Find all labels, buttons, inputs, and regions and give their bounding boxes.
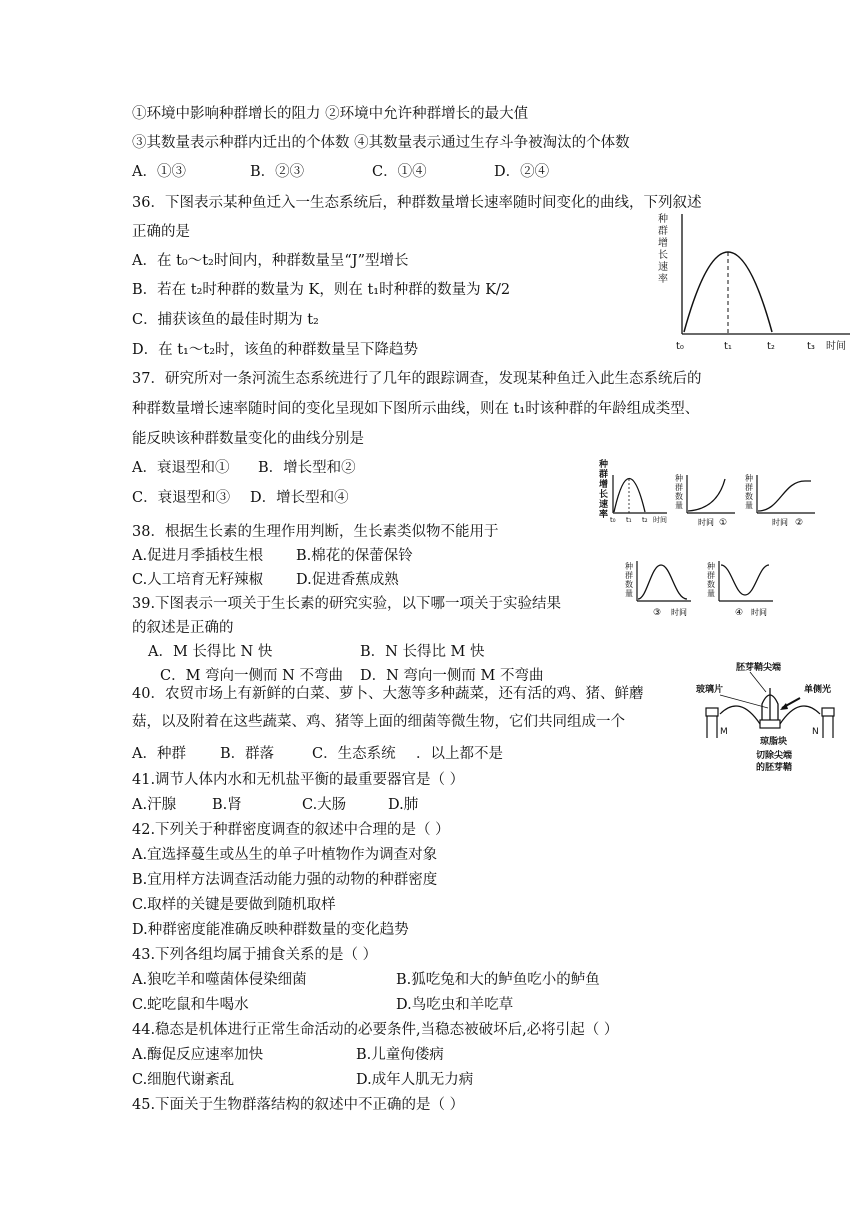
- q37-stem-line1: 37．研究所对一条河流生态系统进行了几年的跟踪调查，发现某种鱼迁入此生态系统后的: [132, 371, 702, 387]
- q36-ylabel-char: 增: [658, 238, 668, 249]
- q36-option-d[interactable]: D．在 t₁～t₂时，该鱼的种群数量呈下降趋势: [132, 342, 419, 358]
- q39-agar-block: [760, 720, 780, 728]
- q36-stem-line1: 36．下图表示某种鱼迁入一生态系统后，种群数量增长速率随时间变化的曲线，下列叙述: [132, 195, 702, 211]
- q37-ylabel-char: 数: [745, 492, 753, 501]
- q36-tick-t2: t₂: [767, 341, 775, 352]
- q36-ylabel: [658, 212, 668, 285]
- q37-ylabel-char: 数: [625, 580, 633, 589]
- q37-rate-ylabel-char: 速: [599, 500, 609, 510]
- q37-ylabel-char: 群: [625, 571, 633, 580]
- q36-option-c[interactable]: C．捕获该鱼的最佳时期为 t₂: [132, 312, 319, 328]
- q36-stem-line2: 正确的是: [132, 224, 190, 240]
- q35-option-b[interactable]: B．②③: [250, 164, 305, 180]
- q37-ylabel-char: 种: [745, 474, 753, 483]
- q41-stem: 41.调节人体内水和无机盐平衡的最重要器官是（ ）: [132, 772, 465, 788]
- q37-s-curve: [758, 481, 811, 511]
- q39-label-block: 琼脂块: [760, 737, 788, 747]
- q38-option-b[interactable]: B.棉花的保蕾保铃: [296, 548, 413, 564]
- q37-ylabel-char: 群: [745, 483, 753, 492]
- q39-label-glass: 玻璃片: [696, 685, 724, 695]
- q42-option-b[interactable]: B.宜用样方法调查活动能力强的动物的种群密度: [132, 872, 438, 888]
- q37-rate-tick: t₂: [642, 516, 648, 524]
- q39-stem-line1: 39.下图表示一项关于生长素的研究实验，以下哪一项关于实验结果: [132, 596, 562, 612]
- q41-option-a[interactable]: A.汗腺: [132, 797, 177, 813]
- q37-rate-xlabel: 时间: [653, 516, 667, 524]
- q37-rate-ylabel-char: 长: [599, 490, 609, 500]
- q37-rate-ylabel-char: 增: [599, 480, 609, 490]
- q37-num-4: ④: [735, 608, 744, 618]
- q40-option-a[interactable]: A．种群: [132, 746, 186, 762]
- q39-option-c[interactable]: C．M 弯向一侧而 N 不弯曲: [160, 668, 343, 684]
- q37-option-d[interactable]: D．增长型和④: [250, 490, 349, 506]
- q41-option-b[interactable]: B.肾: [212, 797, 242, 813]
- q36-xlabel: 时间: [826, 341, 846, 352]
- q37-rate-tick: t₀: [610, 516, 616, 524]
- q36-ylabel-char: 率: [658, 274, 668, 285]
- q44-stem: 44.稳态是机体进行正常生命活动的必要条件,当稳态被破坏后,必将引起（ ）: [132, 1022, 619, 1038]
- q40-stem-line2: 菇，以及附着在这些蔬菜、鸡、猪等上面的细菌等微生物，它们共同组成一个: [132, 714, 625, 730]
- q39-label-tip: 胚芽鞘尖端: [736, 663, 782, 673]
- q39-coleoptile-n: [823, 716, 833, 738]
- q37-ylabel-char: 种: [707, 562, 715, 571]
- q35-option-c[interactable]: C．①④: [372, 164, 427, 180]
- q36-ylabel-char: 种: [658, 214, 668, 225]
- q37-num-1: ①: [719, 518, 728, 528]
- q42-option-c[interactable]: C.取样的关键是要做到随机取样: [132, 897, 336, 913]
- q36-growth-rate-figure: [650, 210, 860, 360]
- q37-xlabel: 时间: [751, 608, 767, 617]
- q37-option-a[interactable]: A．衰退型和①: [132, 460, 230, 476]
- q42-option-d[interactable]: D.种群密度能准确反映种群数量的变化趋势: [132, 922, 409, 938]
- q39-coleoptile-m: [707, 716, 717, 738]
- q44-option-b[interactable]: B.儿童佝偻病: [356, 1047, 444, 1063]
- q37-hump-curve: [638, 565, 687, 599]
- q36-tick-t3: t₃: [807, 341, 815, 352]
- q39-label-light: 单侧光: [804, 685, 832, 695]
- q36-ylabel-char: 长: [658, 250, 668, 261]
- q43-stem: 43.下列各组均属于捕食关系的是（ ）: [132, 947, 378, 963]
- q36-ylabel-char: 速: [658, 262, 668, 273]
- q39-experiment-figure: [690, 658, 850, 778]
- q39-stem-line2: 的叙述是正确的: [132, 620, 234, 636]
- q37-xlabel: 时间: [671, 608, 687, 617]
- q37-ylabel-char: 数: [707, 580, 715, 589]
- q37-xlabel: 时间: [698, 518, 714, 527]
- q45-stem: 45.下面关于生物群落结构的叙述中不正确的是（ ）: [132, 1097, 465, 1113]
- q36-tick-t0: t₀: [676, 341, 684, 352]
- q43-option-b[interactable]: B.狐吃兔和大的鲈鱼吃小的鲈鱼: [396, 972, 600, 988]
- q37-num-2: ②: [795, 518, 804, 528]
- q37-graph-1: [675, 473, 735, 528]
- q39-label-m: M: [720, 727, 728, 737]
- q37-rate-curve: [614, 479, 645, 513]
- q37-ylabel-char: 种: [675, 474, 683, 483]
- q43-option-c[interactable]: C.蛇吃鼠和牛喝水: [132, 997, 249, 1013]
- q36-tick-t1: t₁: [724, 341, 732, 352]
- q35-line2: ③其数量表示种群内迁出的个体数 ④其数量表示通过生存斗争被淘汰的个体数: [132, 135, 630, 151]
- q37-valley-curve: [721, 565, 769, 595]
- q42-stem: 42.下列关于种群密度调查的叙述中合理的是（ ）: [132, 822, 450, 838]
- q37-stem-line3: 能反映该种群数量变化的曲线分别是: [132, 431, 364, 447]
- q41-option-c[interactable]: C.大肠: [302, 797, 347, 813]
- q37-rate-ylabel-char: 种: [599, 460, 609, 470]
- q36-option-b[interactable]: B．若在 t₂时种群的数量为 K，则在 t₁时种群的数量为 K/2: [132, 282, 511, 298]
- q39-label-cut2: 的胚芽鞘: [756, 763, 793, 773]
- q40-option-b[interactable]: B．群落: [220, 746, 275, 762]
- q36-ticks: [676, 339, 846, 352]
- q41-option-d[interactable]: D.肺: [388, 797, 419, 813]
- q37-graph-3: [625, 561, 691, 618]
- q37-rate-graph: [598, 458, 667, 524]
- q37-graph-2: [745, 473, 815, 528]
- q40-stem-line1: 40．农贸市场上有新鲜的白菜、萝卜、大葱等多种蔬菜，还有活的鸡、猪、鲜蘑: [132, 686, 644, 702]
- q35-option-d[interactable]: D．②④: [494, 164, 550, 180]
- q38-option-a[interactable]: A.促进月季插枝生根: [132, 548, 264, 564]
- q35-line1: ①环境中影响种群增长的阻力 ②环境中允许种群增长的最大值: [132, 106, 529, 122]
- q37-num-3: ③: [653, 608, 662, 618]
- q37-ylabel-char: 量: [625, 589, 633, 598]
- q37-j-curve: [688, 479, 725, 511]
- q37-option-c[interactable]: C．衰退型和③: [132, 490, 231, 506]
- q38-option-c[interactable]: C.人工培育无籽辣椒: [132, 572, 264, 588]
- q39-label-cut1: 切除尖端: [756, 751, 793, 761]
- q37-ylabel-char: 量: [745, 501, 753, 510]
- q37-stem-line2: 种群数量增长速率随时间的变化呈现如下图所示曲线，则在 t₁时该种群的年龄组成类型、: [132, 401, 700, 417]
- q44-option-c[interactable]: C.细胞代谢紊乱: [132, 1072, 235, 1088]
- q36-option-a[interactable]: A．在 t₀～t₂时间内，种群数量呈“J”型增长: [132, 253, 409, 269]
- q36-ylabel-char: 群: [658, 226, 668, 237]
- q37-option-b[interactable]: B．增长型和②: [258, 460, 356, 476]
- q37-figure: [595, 455, 835, 625]
- q38-stem: 38．根据生长素的生理作用判断，生长素类似物不能用于: [132, 524, 499, 540]
- q37-ylabel-char: 量: [707, 589, 715, 598]
- q39-option-d[interactable]: D．N 弯向一侧而 M 不弯曲: [360, 668, 544, 684]
- q37-rate-tick: t₁: [626, 516, 632, 524]
- q37-ylabel-char: 量: [675, 501, 683, 510]
- q37-rate-ylabel-char: 群: [599, 470, 609, 480]
- q38-option-d[interactable]: D.促进香蕉成熟: [296, 572, 399, 588]
- q37-xlabel: 时间: [772, 518, 788, 527]
- q37-ylabel-char: 数: [675, 492, 683, 501]
- q37-rate-ylabel-char: 率: [599, 510, 609, 520]
- q35-option-a[interactable]: A．①③: [132, 164, 186, 180]
- q39-option-b[interactable]: B．N 长得比 M 快: [360, 644, 485, 660]
- q37-ylabel-char: 群: [707, 571, 715, 580]
- q43-option-a[interactable]: A.狼吃羊和噬菌体侵染细菌: [132, 972, 307, 988]
- q40-option-d[interactable]: ．以上都不是: [416, 746, 503, 762]
- q44-option-a[interactable]: A.酶促反应速率加快: [132, 1047, 264, 1063]
- q37-ylabel-char: 群: [675, 483, 683, 492]
- q36-rate-curve: [684, 252, 772, 332]
- q39-label-n: N: [812, 727, 819, 737]
- q37-graph-4: [707, 561, 773, 618]
- q44-option-d[interactable]: D.成年人肌无力病: [356, 1072, 474, 1088]
- q43-option-d[interactable]: D.鸟吃虫和羊吃草: [396, 997, 514, 1013]
- q40-option-c[interactable]: C．生态系统: [312, 746, 396, 762]
- q37-ylabel-char: 种: [625, 562, 633, 571]
- q42-option-a[interactable]: A.宜选择蔓生或丛生的单子叶植物作为调查对象: [132, 847, 438, 863]
- q39-option-a[interactable]: A．M 长得比 N 快: [148, 644, 273, 660]
